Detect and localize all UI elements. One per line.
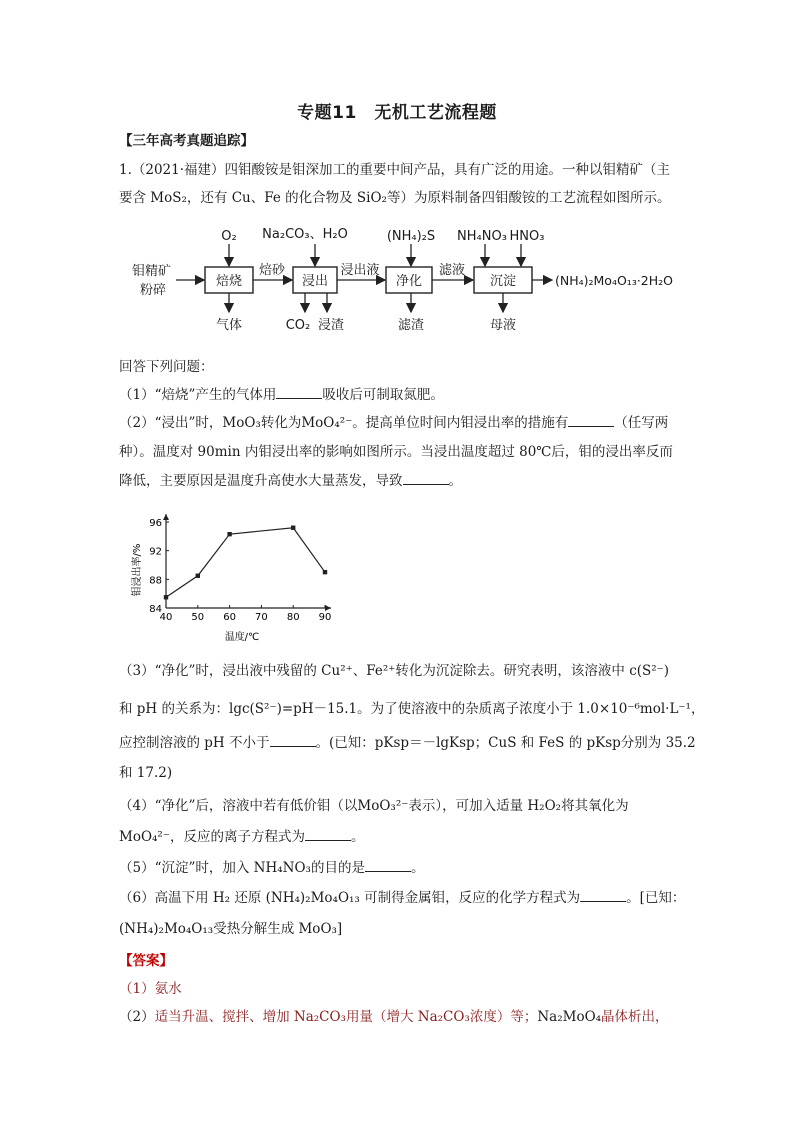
flow-output-1: 气体 [215, 318, 243, 333]
question-2-line1: （2）“浸出”时，MoO₃转化为MoO₄²⁻。提高单位时间内钼浸出率的措施有 （任写两 [119, 415, 669, 431]
flow-reagent-4b: HNO₃ [509, 229, 545, 244]
question-3-line2: 和 pH 的关系为：lgc(S²⁻)=pH－15.1。为了使溶液中的杂质离子浓度小于 1.0×10⁻⁶mol·L⁻¹， [119, 701, 705, 717]
question-2-line2: 种）。温度对 90min 内钼浸出率的影响如图所示。当浸出温度超过 80℃后，钼的浸出率反而 [119, 444, 673, 460]
flow-product: (NH₄)₂Mo₄O₁₃·2H₂O [555, 273, 674, 288]
flow-box-label-2: 浸出 [301, 274, 329, 289]
question-6-line2: (NH₄)₂Mo₄O₁₃受热分解生成 MoO₃] [119, 921, 343, 937]
flow-link-3: 滤液 [438, 263, 466, 278]
chart-y-tick-label: 84 [149, 604, 162, 615]
question-5: （5）“沉淀”时，加入 NH₄NO₃的目的是 。 [119, 860, 425, 876]
flow-output-2b: 浸渣 [317, 318, 345, 333]
answer-blank[interactable] [580, 889, 626, 902]
flow-box-label-1: 焙烧 [215, 274, 243, 289]
question-3-line1: （3）“净化”时，浸出液中残留的 Cu²⁺、Fe²⁺转化为沉淀除去。研究表明，该溶液中 c(S²⁻) [119, 663, 670, 679]
question-3-line3: 应控制溶液的 pH 不小于 。(已知：pKsp＝－lgKsp；CuS 和 FeS 的 pKsp分别为 35.2 [119, 735, 696, 751]
chart-y-arrow [163, 514, 169, 520]
question-6-line1: （6）高温下用 H₂ 还原 (NH₄)₂Mo₄O₁₃ 可制得金属钼，反应的化学方程式为 。[已知： [119, 890, 686, 906]
answer-blank[interactable] [403, 472, 449, 485]
chart-y-tick-label: 96 [149, 518, 162, 529]
chart-x-tick-label: 90 [318, 612, 332, 623]
chart-data-point [323, 570, 327, 574]
answer-tag: 【答案】 [119, 953, 173, 969]
flow-link-2: 浸出液 [340, 263, 380, 278]
answer-blank[interactable] [270, 734, 316, 747]
chart-x-tick-label: 40 [159, 612, 173, 623]
question-2-line3: 降低，主要原因是温度升高使水大量蒸发，导致 。 [119, 473, 462, 489]
chart-y-tick-label: 92 [149, 546, 162, 558]
flow-reagent-3: (NH₄)₂S [386, 229, 436, 244]
page-title: 专题11 无机工艺流程题 [297, 103, 497, 123]
chart-series-line [166, 528, 325, 598]
process-flow-diagram [130, 222, 690, 340]
answer-blank[interactable] [365, 859, 411, 872]
question-4-line1: （4）“净化”后，溶液中若有低价钼（以MoO₃²⁻表示），可加入适量 H₂O₂将其氧化为 [119, 798, 629, 814]
chart-x-tick-label: 50 [191, 612, 205, 623]
question-intro-line1: 1.（2021·福建）四钼酸铵是钼深加工的重要中间产品，具有广泛的用途。一种以钼精矿（主 [119, 162, 671, 178]
chart-ylabel: 钼浸出率/% [132, 543, 143, 597]
flow-output-2a: CO₂ [285, 318, 311, 333]
leaching-rate-chart [130, 508, 340, 644]
chart-x-tick-label: 80 [286, 612, 300, 623]
answer-blank[interactable] [276, 386, 322, 399]
flow-output-4: 母液 [489, 318, 517, 333]
chart-y-tick-label: 88 [149, 575, 162, 587]
chart-data-point [196, 574, 200, 578]
flow-reagent-4a: NH₄NO₃ [457, 229, 507, 244]
flow-reagent-1: O₂ [221, 229, 237, 244]
prompt: 回答下列问题： [119, 359, 214, 375]
question-intro-line2: 要含 MoS₂，还有 Cu、Fe 的化合物及 SiO₂等）为原料制备四钼酸铵的工艺流程如图所示。 [119, 190, 671, 206]
flow-output-3: 滤渣 [397, 318, 425, 333]
flow-box-label-4: 沉淀 [489, 274, 517, 289]
question-3-line4: 和 17.2) [119, 765, 173, 781]
flow-box-label-3: 净化 [395, 274, 423, 289]
question-4-line2: MoO₄²⁻，反应的离子方程式为 。 [119, 829, 365, 845]
chart-data-point [164, 595, 168, 599]
chart-data-point [227, 532, 231, 536]
chart-x-arrow [325, 605, 331, 611]
answer-1: （1）氨水 [119, 981, 182, 997]
section-tag: 【三年高考真题追踪】 [119, 133, 254, 149]
flow-start-label-1: 钼精矿 [132, 264, 172, 279]
answer-blank[interactable] [568, 414, 614, 427]
chart-data-point [291, 526, 295, 530]
answer-2: （2）适当升温、搅拌、增加 Na₂CO₃用量（增大 Na₂CO₃浓度）等；Na₂MoO₄晶体析出， [119, 1009, 669, 1025]
chart-x-tick-label: 70 [255, 612, 268, 623]
flow-start-label-2: 粉碎 [140, 283, 167, 298]
flow-reagent-2: Na₂CO₃、H₂O [262, 227, 348, 242]
chart-x-tick-label: 60 [223, 612, 236, 623]
question-1: （1）“焙烧”产生的气体用 吸收后可制取氮肥。 [119, 387, 444, 403]
answer-blank[interactable] [305, 828, 351, 841]
flow-link-1: 焙砂 [258, 263, 286, 278]
chart-xlabel: 温度/℃ [224, 632, 260, 643]
